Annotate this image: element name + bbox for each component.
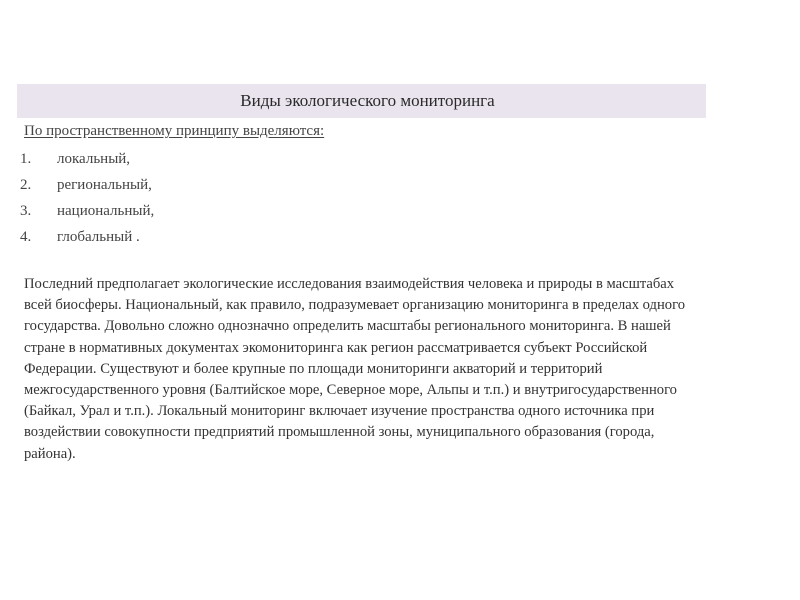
paragraph-line: Последний предполагает экологические исследования взаимодействия человека и природы в масштабах: [24, 276, 675, 292]
paragraph-line: государства. Довольно сложно однозначно определить масштабы регионального мониторинга. В нашей: [24, 318, 671, 335]
subtitle: По пространственному принципу выделяются:: [24, 123, 325, 139]
paragraph-line: межгосударственного уровня (Балтийское море, Северное море, Альпы и т.п.) и внутригосударственного: [24, 382, 677, 399]
list-item-number: 2.: [20, 177, 32, 193]
paragraph-line: Федерации. Существуют и более крупные по площади мониторинги акваторий и территорий: [24, 360, 603, 377]
list-item-label: национальный,: [57, 203, 155, 219]
paragraph-line: стране в нормативных документах экомониторинга как регион рассматривается субъект Российской: [24, 339, 648, 356]
list-item-number: 3.: [20, 203, 32, 219]
page-title: Виды экологического мониторинга: [240, 91, 495, 110]
list-item-label: локальный,: [57, 151, 131, 167]
list-item-label: региональный,: [57, 177, 152, 193]
paragraph-line: района).: [24, 445, 76, 462]
paragraph-line: воздействии совокупности предприятий промышленной зоны, муниципального образования (города,: [24, 424, 655, 441]
title-bar: [17, 84, 706, 118]
paragraph-line: (Байкал, Урал и т.п.). Локальный мониторинг включает изучение пространства одного источника при: [24, 403, 655, 420]
list-item-number: 1.: [20, 151, 32, 167]
paragraph-line: всей биосферы. Национальный, как правило, подразумевает организацию мониторинга в пределах одного: [24, 297, 685, 314]
body-paragraph: [24, 274, 794, 465]
list-item-label: глобальный .: [57, 229, 140, 245]
list-item-number: 4.: [20, 229, 32, 245]
